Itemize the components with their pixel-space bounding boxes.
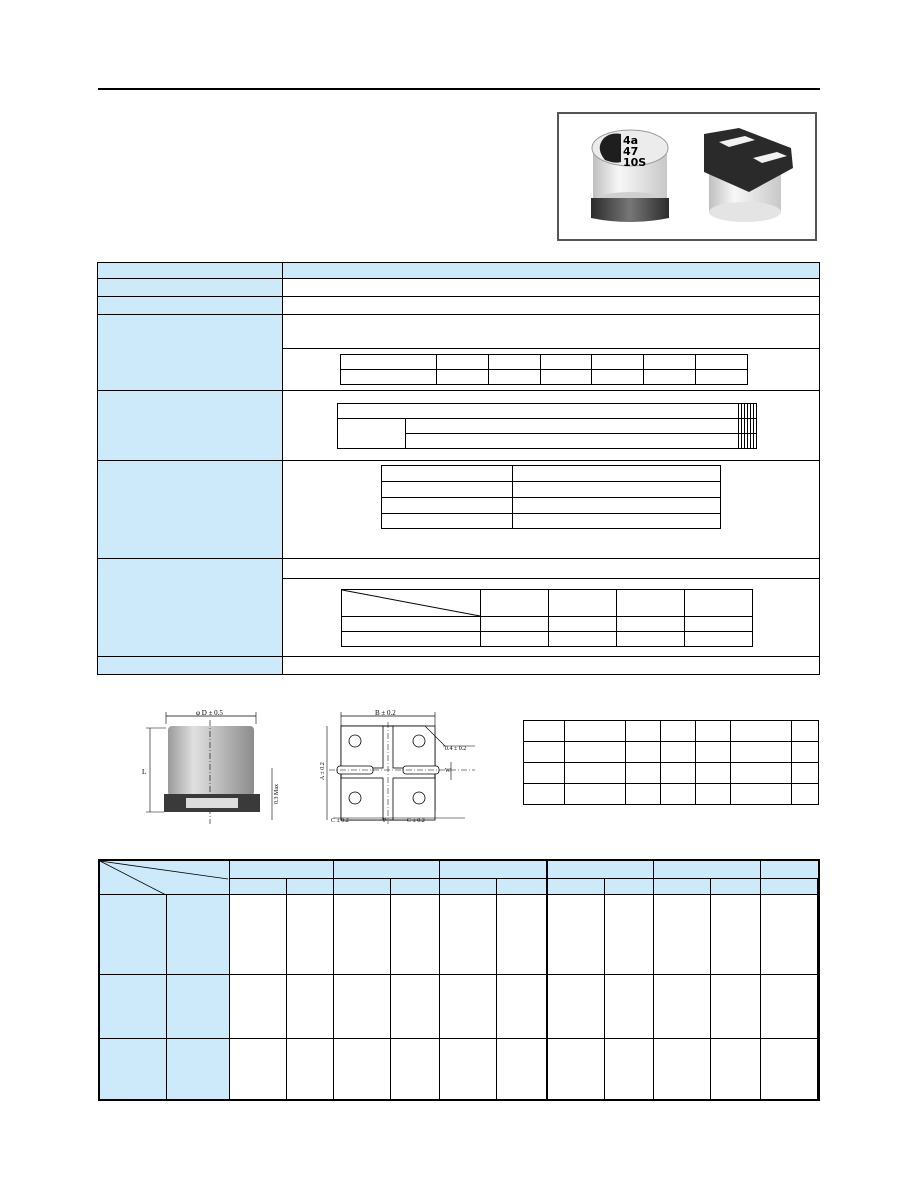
spec-row [98, 391, 820, 461]
length-label: L [142, 768, 147, 776]
spec-subtable [340, 354, 748, 385]
spec-row [98, 297, 820, 315]
pad-label: 0.4 ± 0.2 [445, 746, 467, 752]
p-label: P [383, 818, 387, 824]
ratings-group-row [99, 1038, 819, 1100]
spec-row [98, 657, 820, 675]
side-view-drawing [138, 708, 288, 826]
max-label: 0.3 Max [274, 784, 280, 804]
diagonal-corner-cell [99, 860, 230, 894]
capacitor-bottom-view-icon [704, 128, 793, 222]
spec-subtable [341, 589, 753, 647]
spec-row [98, 461, 820, 559]
diameter-label: φ D ± 0.5 [196, 709, 223, 717]
spec-row [98, 315, 820, 349]
spec-row [98, 279, 820, 297]
ratings-group-row [99, 974, 819, 1038]
cap-marking-1: 4a [623, 134, 639, 147]
product-photo [557, 112, 817, 241]
w-label: W [445, 768, 451, 774]
dimension-table [523, 720, 819, 805]
cap-marking-2: 47 [623, 145, 639, 158]
c-right-label: C ± 0.2 [407, 818, 425, 824]
height-label: A ± 0.2 [320, 762, 326, 780]
spec-row-header [98, 263, 820, 279]
c-left-label: C ± 0.2 [331, 818, 349, 824]
spec-subtable [337, 403, 757, 449]
ratings-group-row [99, 894, 819, 974]
cap-marking-3: 10S [623, 156, 647, 169]
spec-label-cell [98, 263, 283, 279]
width-label: B ± 0.2 [375, 709, 396, 717]
specification-table [97, 262, 820, 675]
capacitor-top-view-icon [591, 130, 669, 222]
spec-row [98, 559, 820, 579]
ratings-table [98, 859, 820, 1101]
spec-subtable [381, 465, 721, 529]
spec-header-cell [283, 263, 820, 279]
diagonal-header-cell [342, 589, 481, 616]
header-rule [98, 88, 820, 90]
footprint-drawing [315, 708, 485, 826]
ratings-header-row [99, 860, 819, 878]
